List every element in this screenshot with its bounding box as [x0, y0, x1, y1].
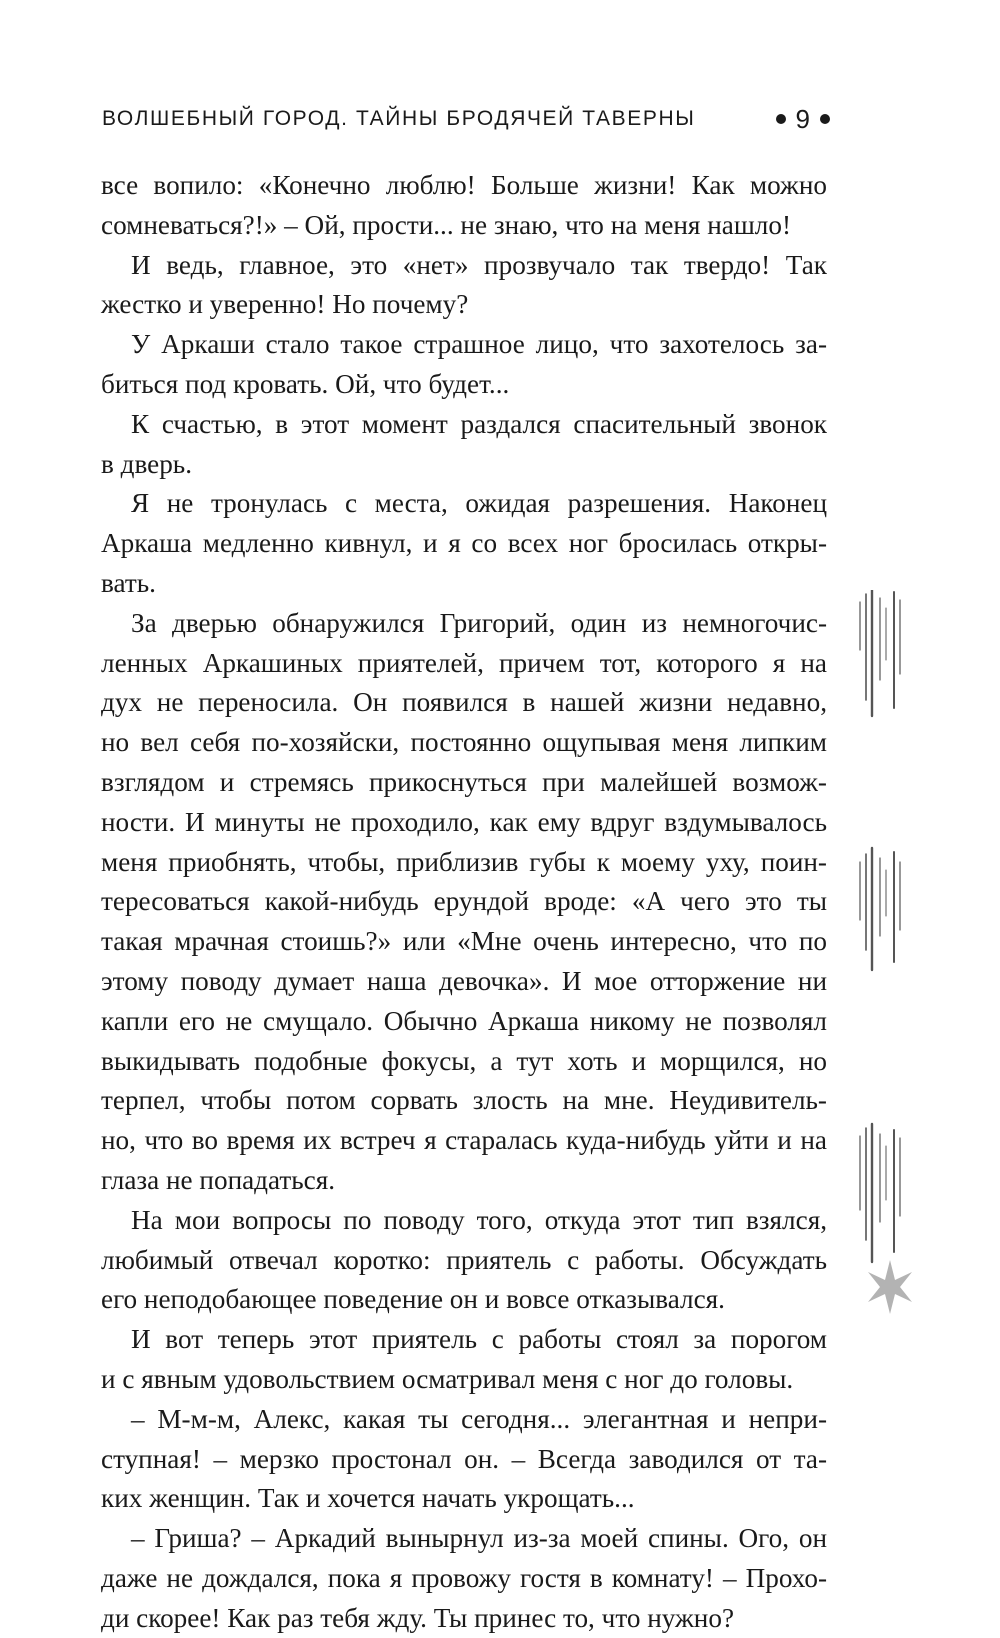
text-line: и с явным удовольствием осматривал меня с ног до головы. [101, 1363, 794, 1394]
text-line: но вел себя по-хозяйски, постоянно ощупывая меня липким [101, 727, 827, 758]
running-head [102, 102, 830, 136]
text-line: любимый отвечал коротко: приятель с работы. Обсуждать [101, 1244, 827, 1275]
text-line: На мои вопросы по поводу того, откуда этот тип взялся, [131, 1204, 827, 1235]
text-line: За дверью обнаружился Григорий, один из немногочис- [131, 607, 827, 638]
margin-ornaments [850, 590, 930, 1350]
text-line: все вопило: «Конечно люблю! Больше жизни! Как можно [101, 170, 827, 200]
text-line: но, что во время их встреч я старалась куда-нибудь уйти и на [101, 1125, 827, 1156]
star-icon [868, 1260, 912, 1314]
text-line: И вот теперь этот приятель с работы стоял за порогом [131, 1324, 827, 1355]
text-line: ких женщин. Так и хочется начать укрощать... [101, 1483, 635, 1514]
text-line: вать. [101, 567, 156, 598]
text-line: меня приобнять, чтобы, приблизив губы к моему уху, поин- [101, 846, 827, 877]
text-line: ступная! – мерзко простонал он. – Всегда заводился от та- [101, 1443, 827, 1474]
text-line: даже не дождался, пока я провожу гостя в комнату! – Прохо- [101, 1562, 827, 1593]
bullet-dot-icon [820, 114, 830, 124]
text-line: выкидывать подобные фокусы, а тут хоть и морщился, но [101, 1045, 827, 1076]
text-line: глаза не попадаться. [101, 1164, 336, 1195]
page-number: 9 [795, 103, 810, 134]
text-line: взглядом и стремясь прикоснуться при малейшей возмож- [101, 766, 827, 797]
text-line: терпел, чтобы потом сорвать злость на мне. Неудивитель- [101, 1085, 827, 1116]
text-line: капли его не смущало. Обычно Аркаша никому не позволял [101, 1005, 827, 1036]
text-line: в дверь. [101, 448, 193, 479]
book-title: ВОЛШЕБНЫЙ ГОРОД. ТАЙНЫ БРОДЯЧЕЙ ТАВЕРНЫ [102, 107, 696, 130]
text-line: К счастью, в этот момент раздался спасительный звонок [131, 408, 827, 439]
text-line: – Гриша? – Аркадий вынырнул из-за моей спины. Ого, он [131, 1523, 827, 1554]
text-line: сомневаться?!» – Ой, прости... не знаю, что на меня нашло! [101, 209, 792, 240]
bullet-dot-icon [776, 114, 786, 124]
text-line: такая мрачная стоишь?» или «Мне очень интересно, что по [101, 926, 827, 957]
text-line: Аркаша медленно кивнул, и я со всех ног бросилась откры- [101, 528, 827, 559]
text-line: ди скорее! Как раз тебя жду. Ты принес то, что нужно? [101, 1602, 735, 1633]
falling-star-lines-icon [850, 590, 930, 1350]
text-line: Я не тронулась с места, ожидая разрешения. Наконец [131, 488, 827, 519]
text-line: биться под кровать. Ой, что будет... [101, 368, 510, 399]
text-line: ности. И минуты не проходило, как ему вдруг вздумывалось [101, 806, 827, 837]
text-line: – М-м-м, Алекс, какая ты сегодня... элегантная и непри- [131, 1403, 827, 1434]
text-line: У Аркаши стало такое страшное лицо, что захотелось за- [131, 329, 827, 360]
text-line: этому поводу думает наша девочка». И мое отторжение ни [101, 965, 827, 996]
text-line: дух не переносила. Он появился в нашей жизни недавно, [101, 687, 827, 718]
text-line: ленных Аркашиных приятелей, причем тот, которого я на [101, 647, 827, 678]
text-line: его неподобающее поведение он и вовсе отказывался. [101, 1284, 725, 1315]
body-text [101, 166, 827, 1638]
text-line: тересоваться какой-нибудь ерундой вроде: «А чего это ты [101, 886, 827, 917]
page-number-group [776, 104, 830, 135]
text-line: жестко и уверенно! Но почему? [101, 289, 469, 320]
text-line: И ведь, главное, это «нет» прозвучало так твердо! Так [131, 249, 827, 280]
